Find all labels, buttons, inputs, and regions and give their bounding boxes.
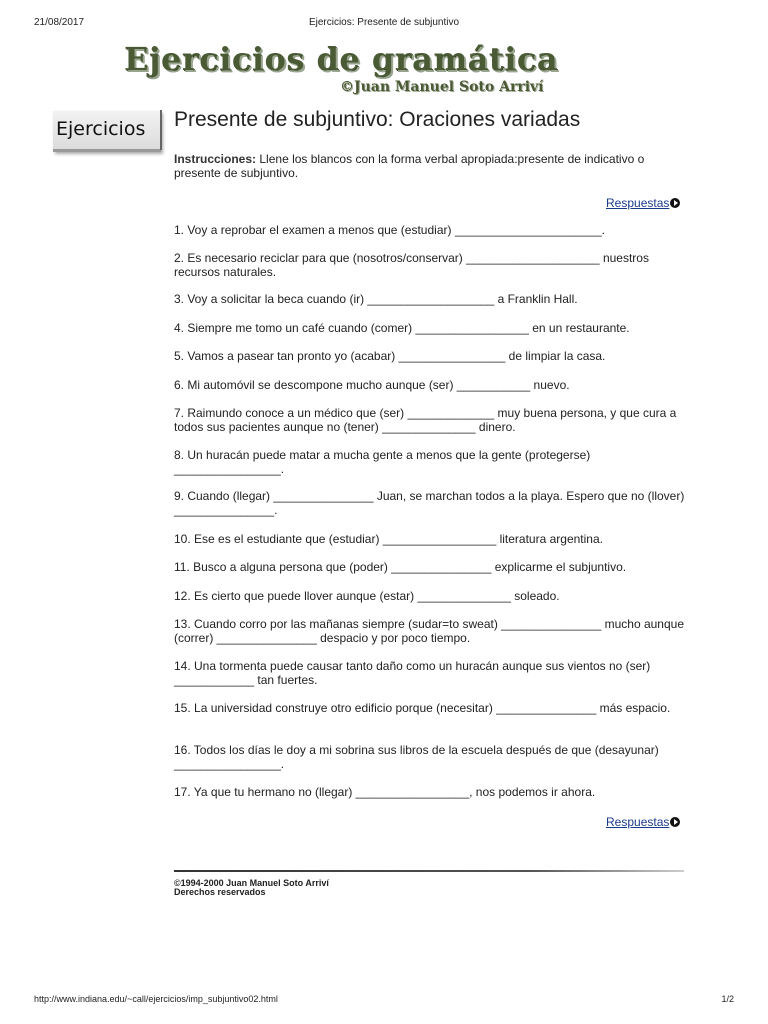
- answers-link-bottom[interactable]: [606, 813, 680, 831]
- section-tab: [53, 111, 161, 152]
- instructions: [174, 152, 674, 180]
- arrow-right-icon[interactable]: [670, 198, 680, 208]
- rights-line: Derechos reservados: [174, 887, 266, 897]
- exercise-item: 8. Un huracán puede matar a mucha gente a menos que la gente (protegerse) ________________.: [174, 448, 591, 476]
- exercise-item: 17. Ya que tu hermano no (llegar) _________________, nos podemos ir ahora.: [174, 785, 596, 799]
- exercise-item: 5. Vamos a pasear tan pronto yo (acabar) ________________ de limpiar la casa.: [174, 349, 606, 363]
- print-url: http://www.indiana.edu/~call/ejercicios/imp_subjuntivo02.html: [34, 994, 278, 1004]
- copyright-line: ©1994-2000 Juan Manuel Soto Arriví: [174, 878, 329, 888]
- exercise-item: 4. Siempre me tomo un café cuando (comer) _________________ en un restaurante.: [174, 321, 630, 335]
- exercise-item: 12. Es cierto que puede llover aunque (estar) ______________ soleado.: [174, 589, 560, 603]
- page-heading: Presente de subjuntivo: Oraciones variadas: [174, 108, 581, 131]
- arrow-right-icon[interactable]: [670, 817, 680, 827]
- exercise-item: 3. Voy a solicitar la beca cuando (ir) ___________________ a Franklin Hall.: [174, 292, 578, 306]
- section-tab-label: Ejercicios: [56, 118, 146, 140]
- instructions-text: Llene los blancos con la forma verbal apropiada:presente de indicativo o presente de subjuntivo.: [174, 152, 645, 180]
- instructions-label: Instrucciones:: [174, 152, 257, 166]
- page-number: 1/2: [721, 994, 734, 1004]
- print-date: 21/08/2017: [34, 17, 85, 28]
- exercise-item: 15. La universidad construye otro edificio porque (necesitar) _______________ más espacio.: [174, 701, 671, 715]
- copyright: [174, 879, 329, 897]
- answers-link-label[interactable]: Respuestas: [606, 815, 670, 829]
- footer-divider: [174, 870, 684, 872]
- exercise-item: 11. Busco a alguna persona que (poder) _______________ explicarme el subjuntivo.: [174, 560, 627, 574]
- banner-author: ©Juan Manuel Soto Arriví: [340, 79, 544, 95]
- print-page-title: Ejercicios: Presente de subjuntivo: [308, 17, 460, 28]
- exercise-item: 1. Voy a reprobar el examen a menos que (estudiar) ______________________.: [174, 223, 605, 237]
- answers-link-label[interactable]: Respuestas: [606, 196, 670, 210]
- banner-title: Ejercicios de gramática: [124, 40, 559, 78]
- answers-link-top[interactable]: [606, 194, 680, 212]
- exercise-item: 14. Una tormenta puede causar tanto daño como un huracán aunque sus vientos no (ser) ____________ tan fuertes.: [174, 659, 651, 687]
- exercise-item: 6. Mi automóvil se descompone mucho aunque (ser) ___________ nuevo.: [174, 378, 570, 392]
- exercise-item: 7. Raimundo conoce a un médico que (ser) _____________ muy buena persona, y que cura a todos sus pacientes aunque no (tener) ______________ dinero.: [174, 406, 677, 434]
- exercise-item: 2. Es necesario reciclar para que (nosotros/conservar) ____________________ nuestros recursos naturales.: [174, 251, 649, 279]
- exercise-item: 9. Cuando (llegar) _______________ Juan, se marchan todos a la playa. Espero que no (llover) _______________.: [174, 489, 685, 517]
- section-divider: [160, 110, 162, 150]
- exercise-item: 10. Ese es el estudiante que (estudiar) _________________ literatura argentina.: [174, 532, 603, 546]
- exercise-item: 13. Cuando corro por las mañanas siempre (sudar=to sweat) _______________ mucho aunque (correr) _______________ despacio y por poco tiempo.: [174, 617, 684, 645]
- exercise-item: 16. Todos los días le doy a mi sobrina sus libros de la escuela después de que (desayunar) ________________.: [174, 743, 659, 771]
